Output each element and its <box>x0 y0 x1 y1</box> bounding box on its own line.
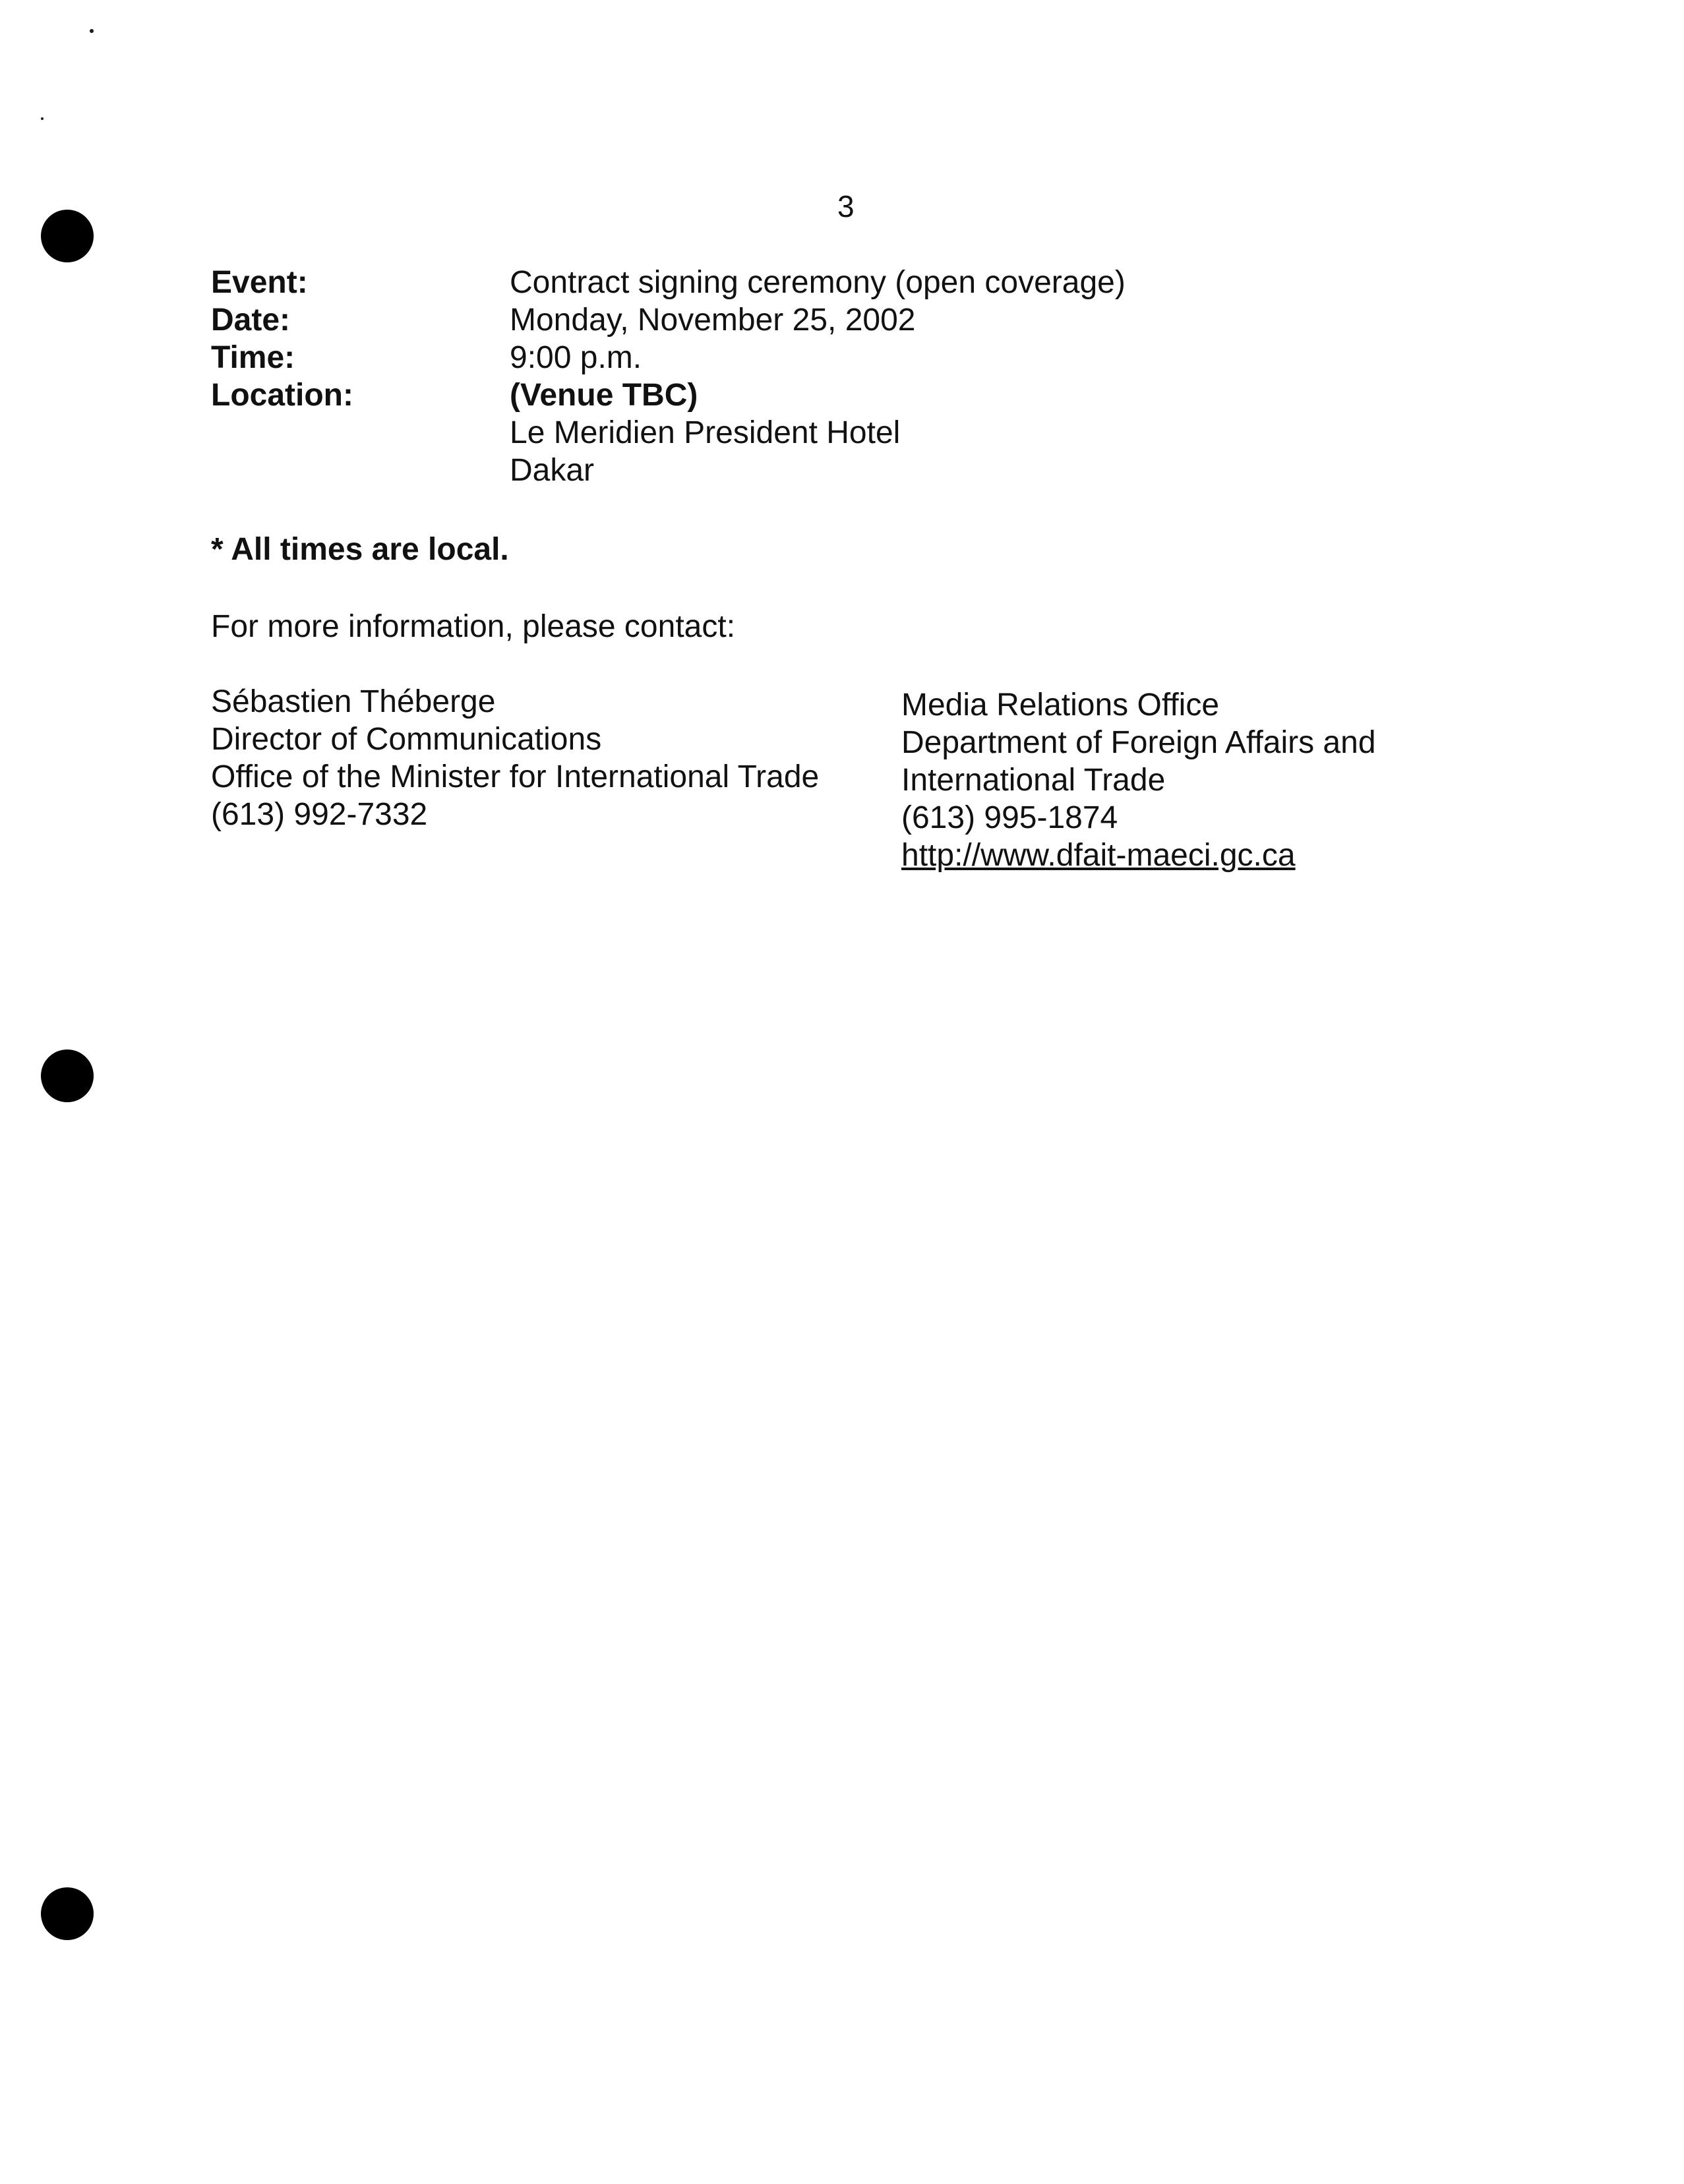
punch-hole-top <box>41 210 94 262</box>
media-phone: (613) 995-1874 <box>901 800 1118 835</box>
event-details <box>211 264 1530 489</box>
location-row <box>211 376 1530 414</box>
contact-intro: For more information, please contact: <box>211 609 736 644</box>
location-city-row <box>211 452 1530 489</box>
website-link[interactable]: http://www.dfait-maeci.gc.ca <box>901 838 1296 873</box>
location-label: Location: <box>211 378 353 413</box>
event-row <box>211 264 1530 301</box>
punch-hole-middle <box>41 1049 94 1102</box>
location-city: Dakar <box>510 453 595 488</box>
department-line-1: Department of Foreign Affairs and <box>901 725 1376 760</box>
event-value: Contract signing ceremony (open coverage) <box>510 265 1126 300</box>
date-label: Date: <box>211 303 291 338</box>
location-hotel-row <box>211 414 1530 452</box>
contact-phone: (613) 992-7332 <box>211 797 428 832</box>
local-times-note: * All times are local. <box>211 532 509 567</box>
department-line-2: International Trade <box>901 763 1166 798</box>
scan-speck <box>41 117 44 120</box>
contact-title: Director of Communications <box>211 722 602 757</box>
location-venue: (Venue TBC) <box>510 378 698 413</box>
media-office: Media Relations Office <box>901 688 1220 723</box>
time-row <box>211 339 1530 376</box>
event-label: Event: <box>211 265 308 300</box>
location-hotel: Le Meridien President Hotel <box>510 415 901 450</box>
contact-left <box>211 683 819 833</box>
date-row <box>211 301 1530 339</box>
time-label: Time: <box>211 340 295 375</box>
date-value: Monday, November 25, 2002 <box>510 303 916 338</box>
punch-hole-bottom <box>41 1887 94 1940</box>
contact-right <box>901 686 1376 874</box>
contact-office: Office of the Minister for International Trade <box>211 759 820 794</box>
page-number: 3 <box>837 189 855 223</box>
scan-speck <box>90 29 94 33</box>
time-value: 9:00 p.m. <box>510 340 642 375</box>
contact-name: Sébastien Théberge <box>211 684 496 719</box>
